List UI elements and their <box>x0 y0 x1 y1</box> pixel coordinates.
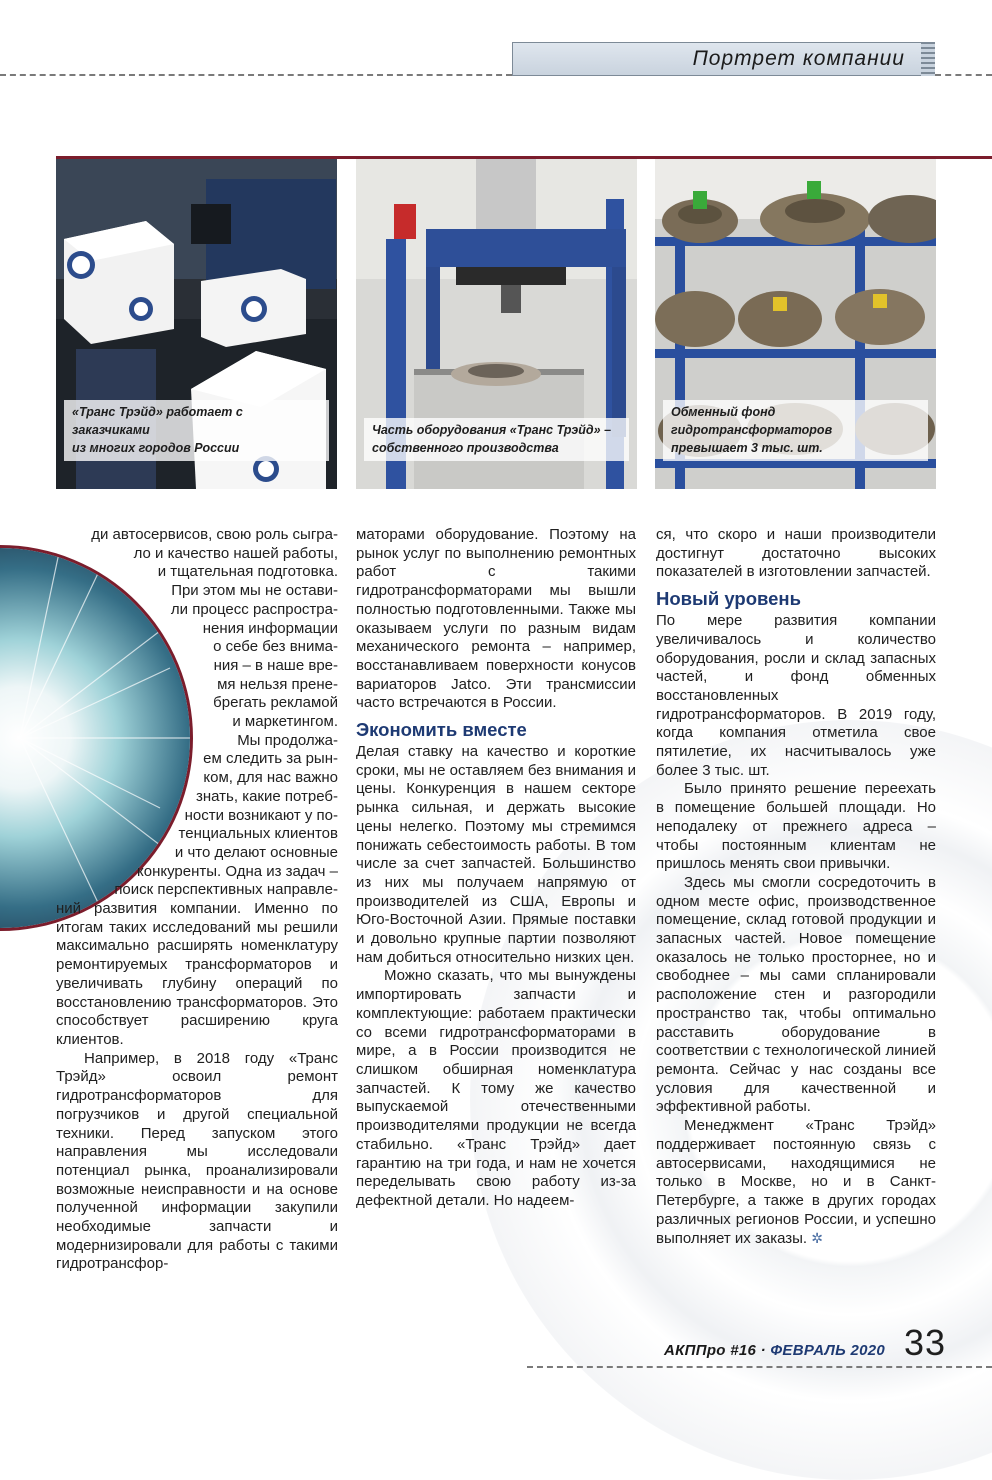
paragraph: Было принято решение переехать в помещение большей площади. Но неподалеку от прежнего адреса – чтобы постоянным клиентам не пришлось менять свои привычки. <box>656 780 936 873</box>
text-line: ло и качество нашей работы, <box>133 544 338 562</box>
section-heading: Экономить вместе <box>356 719 527 741</box>
paragraph: ся, что скоро и наши производители достигнут достаточно высоких показателей в изготовлении запчастей. <box>656 526 936 581</box>
section-title-tab <box>512 42 922 76</box>
caption-line: «Транс Трэйд» работает с заказчиками <box>72 405 243 437</box>
paragraph <box>656 1117 936 1249</box>
text-line: знать, какие потреб- <box>196 787 338 805</box>
caption-line: Часть оборудования «Транс Трэйд» – <box>372 423 612 437</box>
paragraph: Например, в 2018 году «Транс Трэйд» освоил ремонт гидротрансформаторов для погрузчиков и другой специальной техники. Перед запуском этого направления мы исследовали потенциал рынка, проанализировали возможные неисправности и на основе полученной информации закупили необходимые запчасти и модернизировали для работы с такими гидротрансфор- <box>56 1049 338 1273</box>
article-column-3 <box>656 526 936 1249</box>
text-line: нения информации <box>202 619 338 637</box>
text-line: ком, для нас важно <box>203 769 338 787</box>
paragraph: Делая ставку на качество и короткие сроки, мы не оставляем без внимания и цены. Конкуренция в нашем секторе рынка сильная, и держать высокие цены нелегко. Поэтому мы стремимся понижать себестоимость работы. В том числе за счет запчастей. Большинство из них мы получаем напрямую от производителей из США, Европы и Юго-Восточной Азии. Прямые поставки и довольно крупные партии позволяют нам добиться относительно низких цен. <box>356 743 636 966</box>
section-title: Портрет компании <box>692 47 905 70</box>
section-tab-end-cap <box>921 42 935 76</box>
text-line: мя нельзя прене- <box>217 675 338 693</box>
paragraph: ний развития компании. Именно по итогам таких исследований мы решили максимально расширять номенклатуру ремонтируемых трансформаторов и увеличивать глубину операций по восстановлению трансформаторов. Это способствует расширению круга клиентов. <box>56 900 338 1048</box>
text-line: конкуренты. Одна из задач – <box>137 862 338 880</box>
text-line: Мы продолжа- <box>237 731 338 749</box>
photo-caption <box>663 400 928 461</box>
separator: · <box>760 1342 766 1359</box>
paragraph: По мере развития компании увеличивалось и количество оборудования, росли и склад запасных частей, и фонд обменных восстановленных гидротрансформаторов. В 2019 году, когда компания отметила свое пятилетие, их насчитывалось уже более 3 тыс. шт. <box>656 612 936 779</box>
article-column-2 <box>356 526 636 1211</box>
footer-issue <box>664 1342 885 1359</box>
photo-converters <box>655 159 936 489</box>
photo-caption <box>64 400 329 461</box>
text-line: ли процесс распростра- <box>170 600 338 618</box>
page-number: 33 <box>904 1322 947 1363</box>
text-line: ния – в наше вре- <box>213 656 338 674</box>
footer-dashed-rule <box>527 1366 992 1368</box>
wrapped-text-block <box>56 526 338 900</box>
photo-press <box>356 159 637 489</box>
magazine-issue: АКППро #16 <box>664 1342 757 1359</box>
caption-line: Обменный фонд гидротрансформаторов <box>671 405 833 437</box>
paragraph: Можно сказать, что мы вынуждены импортировать запчасти и комплектующие: работаем практически со всеми гидротрансформаторами в мире, а в России производится не слишком обширная номенклатура запчастей. К тому же качество выпускаемой отечественными производителями продукции не всегда стабильно. «Транс Трэйд» дает гарантию на три года, и нам не хочется переделывать свою работу из-за дефектной детали. Но надеем- <box>356 967 636 1209</box>
caption-line: превышает 3 тыс. шт. <box>671 441 823 455</box>
issue-month: ФЕВРАЛЬ 2020 <box>770 1342 886 1359</box>
paragraph: Здесь мы смогли сосредоточить в одном месте офис, производственное помещение, склад готовой продукции и запасных частей. Новое помещение оказалось не только просторнее, но и свободнее – мы сами спланировали расположение стен и разгородили пространство так, чтобы оптимально расставить оборудование в соответствии с технологической линией ремонта. Сейчас у нас созданы все условия для качественной и эффективной работы. <box>656 873 936 1116</box>
photo-boxes <box>56 159 337 489</box>
text-line: тенциальных клиентов <box>178 825 338 843</box>
paragraph: маторами оборудование. Поэтому на рынок услуг по выполнению ремонтных работ с такими гидротрансформаторами мы вышли полностью подготовленными. Также мы оказываем услуги по разным видам механического ремонта – например, восстанавливаем поверхности конусов вариаторов Jatco. Эти трансмиссии часто встречаются в России. <box>356 526 636 712</box>
text-line: ем следить за рын- <box>203 750 338 768</box>
header-dashed-rule <box>0 74 512 76</box>
caption-line: из многих городов России <box>72 441 240 455</box>
section-heading: Новый уровень <box>656 588 801 610</box>
article-column-1 <box>56 526 338 1274</box>
text-line: ди автосервисов, свою роль сыгра- <box>91 526 338 543</box>
text-line: и что делают основные <box>174 843 338 861</box>
text-line: брегать рекламой <box>213 694 338 712</box>
caption-line: собственного производства <box>372 441 559 455</box>
photo-caption <box>364 418 629 461</box>
text-line: и тщательная подготовка. <box>157 563 338 581</box>
text-line: о себе без внима- <box>213 638 338 656</box>
header-dashed-rule-right <box>935 74 992 76</box>
paragraph-text: Менеджмент «Транс Трэйд» поддерживает постоянную связь с автосервисами, находящимися не только в Москве, но и в Санкт-Петербурге, а также в других городах различных регионов России, и успешно выполняет их заказы. <box>656 1117 936 1248</box>
text-line: ности возникают у по- <box>184 806 338 824</box>
gear-icon: ✲ <box>811 1230 823 1247</box>
text-line: поиск перспективных направле- <box>114 881 338 899</box>
text-line: и маркетингом. <box>232 713 338 731</box>
text-line: При этом мы не остави- <box>171 582 338 600</box>
